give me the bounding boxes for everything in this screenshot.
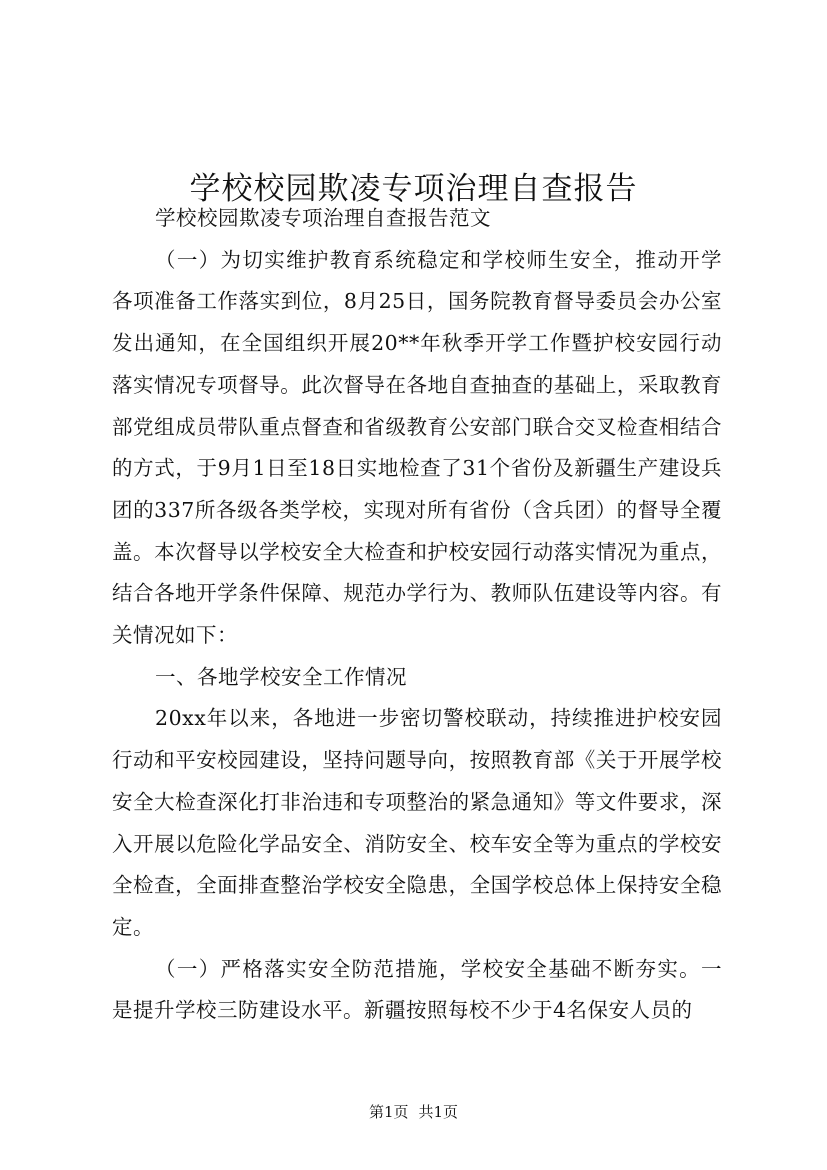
page-total: 共1页 xyxy=(418,1103,459,1121)
document-body xyxy=(112,198,722,1032)
body-paragraph: （一）严格落实安全防范措施，学校安全基础不断夯实。一是提升学校三防建设水平。新疆按照每校不少于4名保安人员的 xyxy=(112,956,722,1023)
subtitle-paragraph: 学校校园欺凌专项治理自查报告范文 xyxy=(155,206,492,230)
page-footer xyxy=(0,1102,827,1122)
body-paragraph: 20xx年以来，各地进一步密切警校联动，持续推进护校安园行动和平安校园建设，坚持问题导向，按照教育部《关于开展学校安全大检查深化打非治违和专项整治的紧急通知》等文件要求，深入开展以危险化学品安全、消防安全、校车安全等为重点的学校安全检查，全面排查整治学校安全隐患，全国学校总体上保持安全稳定。 xyxy=(112,706,722,939)
page-number: 第1页 xyxy=(368,1103,409,1121)
body-paragraph: （一）为切实维护教育系统稳定和学校师生安全，推动开学各项准备工作落实到位，8月25日，国务院教育督导委员会办公室发出通知，在全国组织开展20**年秋季开学工作暨护校安园行动落实情况专项督导。此次督导在各地自查抽查的基础上，采取教育部党组成员带队重点督查和省级教育公安部门联合交叉检查相结合的方式，于9月1日至18日实地检查了31个省份及新疆生产建设兵团的337所各级各类学校，实现对所有省份（含兵团）的督导全覆盖。本次督导以学校安全大检查和护校安园行动落实情况为重点，结合各地开学条件保障、规范办学行为、教师队伍建设等内容。有关情况如下： xyxy=(112,247,722,648)
section-heading: 一、各地学校安全工作情况 xyxy=(155,664,408,689)
document-title: 学校校园欺凌专项治理自查报告 xyxy=(189,170,638,207)
